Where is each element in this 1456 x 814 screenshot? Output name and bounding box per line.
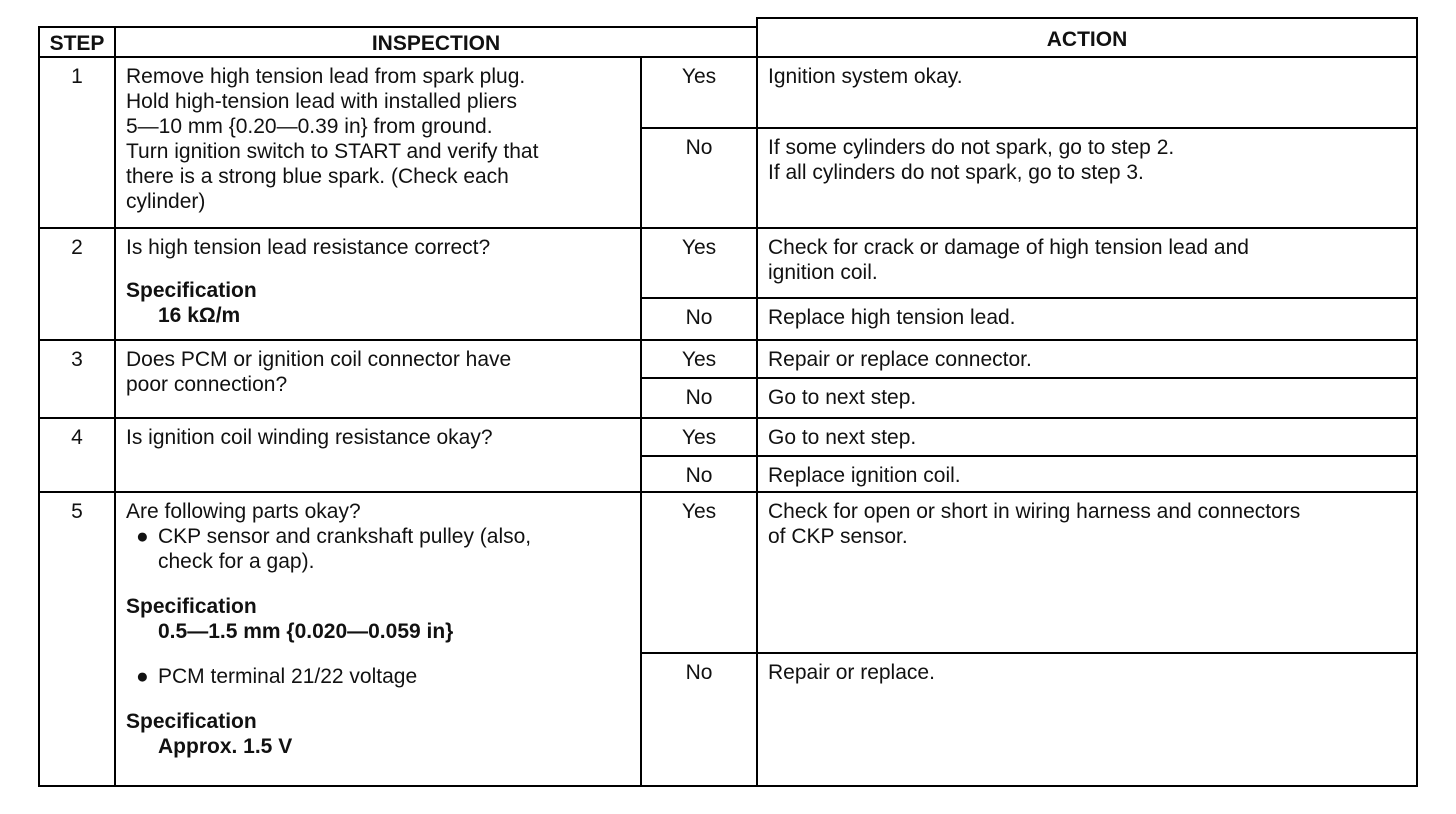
spec-value: Approx. 1.5 V [158,735,293,758]
yes-label: Yes [640,56,758,129]
no-label: No [640,297,758,341]
action-line: Check for crack or damage of high tension lead and [768,236,1249,259]
inspection-line: Turn ignition switch to START and verify that [126,140,539,163]
step-number: 3 [38,339,116,419]
action-line: If all cylinders do not spark, go to step 3. [768,161,1144,184]
yes-label: Yes [640,491,758,654]
action-line: Replace ignition coil. [768,464,961,487]
inspection-line: poor connection? [126,373,288,396]
spec-label: Specification [126,710,257,733]
step-number: 2 [38,227,116,341]
no-label: No [640,455,758,493]
spec-label: Specification [126,279,257,302]
no-action [756,455,1418,493]
no-label: No [640,652,758,787]
inspection-line: Does PCM or ignition coil connector have [126,348,512,371]
step-inspection [114,227,642,341]
bullet-icon: ● [136,525,149,548]
header-step: STEP [38,26,116,58]
bullet-line: check for a gap). [158,550,315,573]
header-inspection: INSPECTION [114,26,758,58]
yes-action [756,227,1418,299]
spec-value: 16 kΩ/m [158,304,241,327]
no-label: No [640,377,758,419]
spec-label: Specification [126,595,257,618]
action-line: If some cylinders do not spark, go to step 2. [768,136,1175,159]
inspection-line: cylinder) [126,190,206,213]
no-action [756,127,1418,229]
action-line: Repair or replace. [768,661,935,684]
yes-action [756,491,1418,654]
action-line: Go to next step. [768,386,917,409]
bullet-line: PCM terminal 21/22 voltage [158,665,418,688]
yes-label: Yes [640,417,758,457]
inspection-line: Hold high-tension lead with installed pliers [126,90,518,113]
no-action [756,297,1418,341]
action-line: Replace high tension lead. [768,306,1016,329]
bullet-icon: ● [136,665,149,688]
header-action: ACTION [756,17,1418,58]
step-inspection [114,417,642,493]
action-line: Repair or replace connector. [768,348,1032,371]
step-number: 5 [38,491,116,787]
action-line: of CKP sensor. [768,525,908,548]
step-inspection [114,339,642,419]
inspection-line: 5—10 mm {0.20—0.39 in} from ground. [126,115,493,138]
bullet-line: CKP sensor and crankshaft pulley (also, [158,525,532,548]
inspection-line: Remove high tension lead from spark plug. [126,65,526,88]
yes-action [756,56,1418,129]
action-line: Ignition system okay. [768,65,963,88]
yes-action [756,417,1418,457]
yes-action [756,339,1418,379]
bullet-item [126,664,630,689]
action-line: ignition coil. [768,261,878,284]
inspection-line: Are following parts okay? [126,500,361,523]
step-number: 1 [38,56,116,229]
spec-value: 0.5—1.5 mm {0.020—0.059 in} [158,620,454,643]
action-line: Check for open or short in wiring harness and connectors [768,500,1301,523]
inspection-line: there is a strong blue spark. (Check each [126,165,509,188]
no-action [756,377,1418,419]
step-inspection [114,56,642,229]
step-number: 4 [38,417,116,493]
step-inspection [114,491,642,787]
inspection-line: Is ignition coil winding resistance okay? [126,426,493,449]
yes-label: Yes [640,227,758,299]
no-label: No [640,127,758,229]
bullet-item [126,524,630,574]
inspection-line: Is high tension lead resistance correct? [126,236,491,259]
no-action [756,652,1418,787]
yes-label: Yes [640,339,758,379]
action-line: Go to next step. [768,426,917,449]
